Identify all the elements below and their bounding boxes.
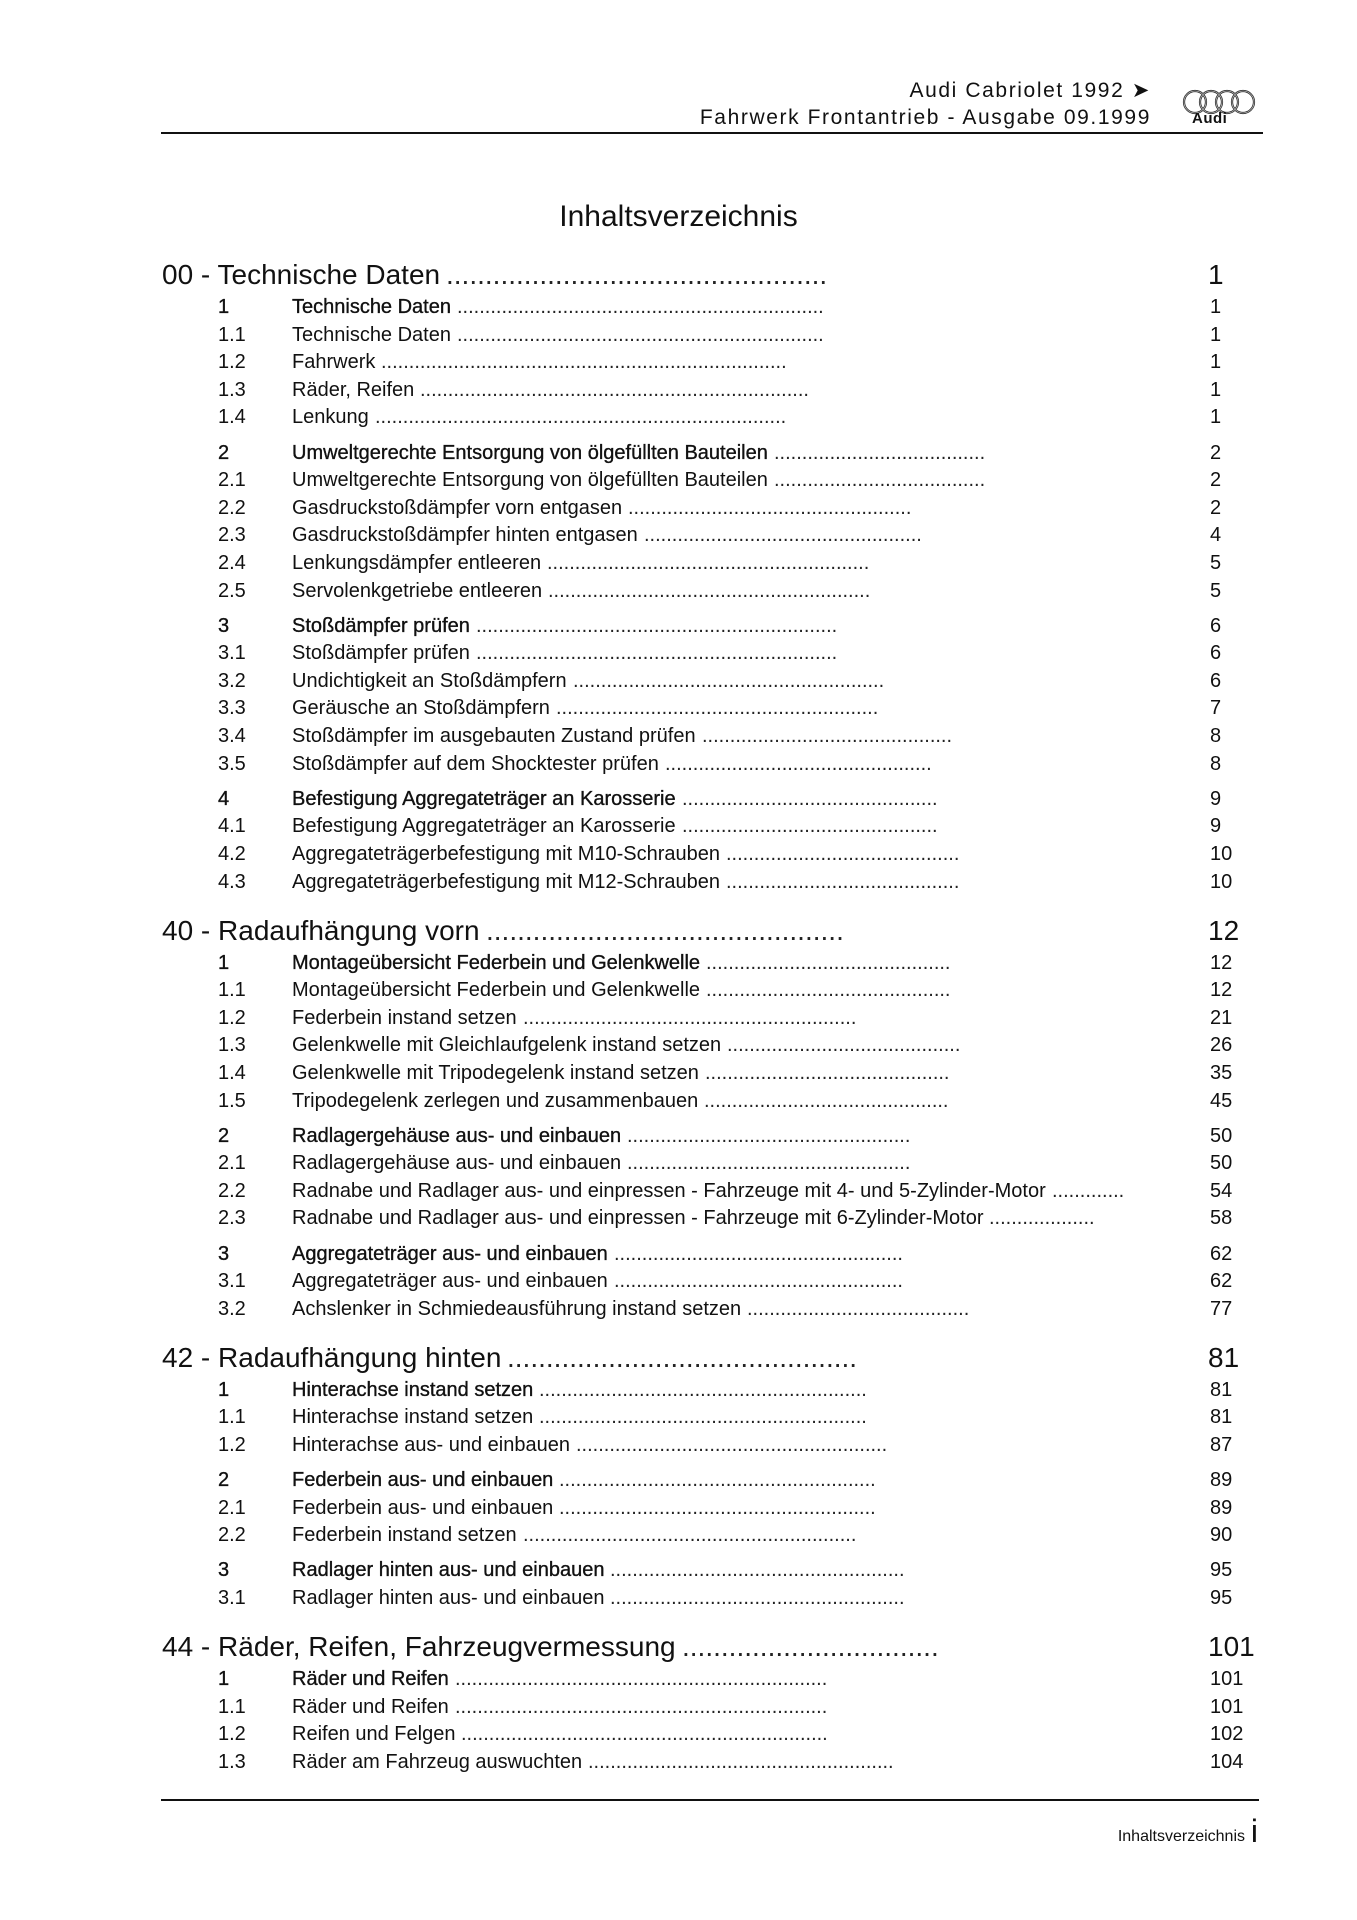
toc-number: 3.2 bbox=[218, 1297, 246, 1320]
toc-subsection[interactable] bbox=[0, 869, 1357, 895]
toc-title[interactable]: 42 - Radaufhängung hinten bbox=[162, 1341, 502, 1373]
toc-number: 3.4 bbox=[218, 725, 246, 747]
dot-leader: .......................................................... bbox=[547, 551, 870, 574]
toc-section[interactable] bbox=[0, 1467, 1357, 1493]
dot-leader: ............................................................ bbox=[523, 1006, 857, 1029]
toc-section[interactable] bbox=[0, 1377, 1357, 1403]
toc-page-number[interactable]: 6 bbox=[1210, 669, 1222, 692]
toc-number: 3 bbox=[218, 614, 230, 637]
dot-leader: ............................................ bbox=[704, 1089, 949, 1112]
page-title: Inhaltsverzeichnis bbox=[559, 200, 798, 234]
toc-title[interactable]: Federbein aus- und einbauen bbox=[292, 1496, 554, 1519]
toc-title[interactable]: Technische Daten bbox=[292, 296, 451, 318]
toc-title[interactable]: Radnabe und Radlager aus- und einpressen - Fahrzeuge mit 4- und 5-Zylinder-Motor bbox=[292, 1179, 1046, 1202]
toc-page-number[interactable]: 54 bbox=[1210, 1179, 1233, 1202]
toc-number: 1.2 bbox=[218, 1006, 246, 1029]
toc-number: 2.5 bbox=[218, 579, 246, 602]
toc-subsection[interactable] bbox=[0, 1178, 1357, 1204]
toc-title[interactable]: Radlager hinten aus- und einbauen bbox=[292, 1586, 605, 1609]
toc-subsection[interactable] bbox=[0, 322, 1357, 348]
dot-leader: .......................................................... bbox=[548, 579, 871, 602]
footer-label: Inhaltsverzeichnis bbox=[1117, 1828, 1245, 1845]
toc-subsection[interactable] bbox=[0, 977, 1357, 1003]
toc-number: 1.3 bbox=[218, 1750, 246, 1773]
toc-page-number[interactable]: 102 bbox=[1210, 1723, 1244, 1746]
toc-title[interactable]: Gasdruckstoßdämpfer vorn entgasen bbox=[292, 496, 623, 519]
toc-page-number[interactable]: 1 bbox=[1210, 323, 1222, 346]
toc-page-number[interactable]: 89 bbox=[1210, 1469, 1233, 1491]
dot-leader: ............................................ bbox=[705, 1061, 950, 1084]
toc-subsection[interactable] bbox=[0, 1694, 1357, 1720]
toc-title[interactable]: Federbein instand setzen bbox=[292, 1006, 517, 1029]
toc-page-number[interactable]: 9 bbox=[1210, 787, 1222, 810]
toc-title[interactable]: Hinterachse instand setzen bbox=[292, 1378, 534, 1401]
toc-page-number[interactable]: 9 bbox=[1210, 815, 1222, 838]
toc-page-number[interactable]: 62 bbox=[1210, 1270, 1233, 1293]
toc-page-number[interactable]: 26 bbox=[1210, 1034, 1233, 1057]
toc-number: 3.3 bbox=[218, 697, 246, 720]
toc-page-number[interactable]: 12 bbox=[1210, 951, 1233, 974]
dot-leader: .................................................................. bbox=[461, 1723, 828, 1746]
toc-subsection[interactable] bbox=[0, 1205, 1357, 1231]
toc-subsection[interactable] bbox=[0, 695, 1357, 721]
toc-subsection[interactable] bbox=[0, 841, 1357, 867]
toc-page-number[interactable]: 81 bbox=[1210, 1378, 1233, 1401]
toc-page-number[interactable]: 62 bbox=[1210, 1242, 1233, 1265]
toc-page-number[interactable]: 7 bbox=[1210, 697, 1222, 720]
dot-leader: ...................................................................... bbox=[420, 378, 809, 401]
toc-page-number[interactable]: 101 bbox=[1210, 1667, 1244, 1690]
toc-chapter[interactable] bbox=[0, 914, 1357, 948]
toc-page-number[interactable]: 10 bbox=[1210, 842, 1233, 865]
toc-page-number[interactable]: 12 bbox=[1210, 979, 1233, 1002]
toc-subsection[interactable] bbox=[0, 349, 1357, 375]
toc-page-number[interactable]: 2 bbox=[1210, 441, 1222, 464]
toc-title[interactable]: Räder am Fahrzeug auswuchten bbox=[292, 1750, 583, 1773]
toc-number: 3.1 bbox=[218, 1270, 246, 1293]
toc-section[interactable] bbox=[0, 1557, 1357, 1583]
header-vehicle: Audi Cabriolet 1992 ➤ bbox=[909, 79, 1151, 102]
toc-number: 2.3 bbox=[218, 1207, 246, 1230]
toc-page-number[interactable]: 35 bbox=[1210, 1061, 1233, 1084]
toc-page-number[interactable]: 101 bbox=[1210, 1695, 1244, 1718]
toc-subsection[interactable] bbox=[0, 578, 1357, 604]
toc-page-number[interactable]: 101 bbox=[1208, 1630, 1255, 1662]
toc-title[interactable]: Räder und Reifen bbox=[292, 1667, 449, 1690]
toc-page-number[interactable]: 95 bbox=[1210, 1559, 1233, 1582]
toc-page-number[interactable]: 95 bbox=[1210, 1586, 1233, 1609]
toc-page-number[interactable]: 8 bbox=[1210, 752, 1222, 775]
dot-leader: ....................................................... bbox=[588, 1750, 894, 1773]
toc-subsection[interactable] bbox=[0, 1404, 1357, 1430]
dot-leader: ............................................. bbox=[702, 725, 953, 747]
toc-subsection[interactable] bbox=[0, 640, 1357, 666]
audi-logo-text: Audi bbox=[1192, 110, 1228, 127]
toc-page-number[interactable]: 8 bbox=[1210, 725, 1222, 747]
header-subtitle: Fahrwerk Frontantrieb - Ausgabe 09.1999 bbox=[699, 106, 1151, 129]
toc-number: 1.4 bbox=[218, 1061, 246, 1084]
toc-page-number[interactable]: 1 bbox=[1210, 351, 1222, 374]
toc-subsection[interactable] bbox=[0, 404, 1357, 430]
toc-page-number[interactable]: 12 bbox=[1208, 914, 1240, 946]
toc-number: 1 bbox=[218, 1378, 230, 1401]
toc-number: 2.2 bbox=[218, 496, 246, 519]
toc-number: 1.1 bbox=[218, 979, 246, 1002]
toc-number: 3.1 bbox=[218, 1586, 246, 1609]
toc-number: 4.3 bbox=[218, 870, 246, 893]
toc-title[interactable]: Servolenkgetriebe entleeren bbox=[292, 579, 543, 602]
footer-rule bbox=[161, 1799, 1259, 1801]
toc-number: 4.1 bbox=[218, 815, 246, 838]
toc-title[interactable]: Federbein aus- und einbauen bbox=[292, 1469, 554, 1491]
toc-subsection[interactable] bbox=[0, 1060, 1357, 1086]
toc-section[interactable] bbox=[0, 1123, 1357, 1149]
toc-number: 1 bbox=[218, 296, 230, 318]
toc-subsection[interactable] bbox=[0, 813, 1357, 839]
toc-page-number[interactable]: 90 bbox=[1210, 1524, 1233, 1547]
toc-title[interactable]: Fahrwerk bbox=[292, 351, 376, 374]
toc-number: 1.2 bbox=[218, 1723, 246, 1746]
toc-number: 2.1 bbox=[218, 1152, 246, 1175]
toc-section[interactable] bbox=[0, 613, 1357, 639]
header-rule bbox=[161, 132, 1263, 134]
toc-number: 1.4 bbox=[218, 406, 246, 429]
toc-page-number[interactable]: 81 bbox=[1210, 1406, 1233, 1429]
dot-leader: .................................................... bbox=[614, 1242, 903, 1265]
toc-page-number[interactable]: 89 bbox=[1210, 1496, 1233, 1519]
toc-title[interactable]: Geräusche an Stoßdämpfern bbox=[292, 697, 550, 720]
toc-title[interactable]: 44 - Räder, Reifen, Fahrzeugvermessung bbox=[162, 1630, 676, 1662]
toc-page-number[interactable]: 5 bbox=[1210, 551, 1222, 574]
toc-page-number[interactable]: 81 bbox=[1208, 1341, 1240, 1373]
toc-subsection[interactable] bbox=[0, 668, 1357, 694]
dot-leader: ...................................... bbox=[774, 441, 986, 464]
footer-page-number: i bbox=[1250, 1813, 1258, 1849]
dot-leader: ..................................................... bbox=[610, 1559, 905, 1582]
dot-leader: .............................................. bbox=[486, 914, 844, 946]
toc-number: 2.1 bbox=[218, 1496, 246, 1519]
toc-number: 1.2 bbox=[218, 1433, 246, 1456]
dot-leader: ......................................................... bbox=[559, 1496, 876, 1519]
toc-page-number[interactable]: 21 bbox=[1210, 1006, 1233, 1029]
dot-leader: ................................................ bbox=[665, 752, 932, 775]
toc-title[interactable]: Aggregateträger aus- und einbauen bbox=[292, 1242, 608, 1265]
toc-subsection[interactable] bbox=[0, 751, 1357, 777]
toc-title[interactable]: Befestigung Aggregateträger an Karosserie bbox=[292, 787, 676, 810]
toc-title[interactable]: Hinterachse instand setzen bbox=[292, 1406, 534, 1429]
toc-title[interactable]: Gelenkwelle mit Tripodegelenk instand setzen bbox=[292, 1061, 699, 1084]
dot-leader: ................................................................... bbox=[455, 1667, 828, 1690]
toc-title[interactable]: Gelenkwelle mit Gleichlaufgelenk instand setzen bbox=[292, 1034, 722, 1057]
toc-number: 1.1 bbox=[218, 323, 246, 346]
dot-leader: ................................................................. bbox=[476, 642, 838, 665]
toc-page-number[interactable]: 4 bbox=[1210, 524, 1222, 547]
toc-subsection[interactable] bbox=[0, 467, 1357, 493]
toc-title[interactable]: Aggregateträgerbefestigung mit M10-Schrauben bbox=[292, 842, 721, 865]
toc-title[interactable]: Reifen und Felgen bbox=[292, 1723, 456, 1746]
toc-title[interactable]: Aggregateträger aus- und einbauen bbox=[292, 1270, 608, 1293]
dot-leader: .................................................. bbox=[644, 524, 922, 547]
toc-title[interactable]: 00 - Technische Daten bbox=[162, 259, 441, 290]
toc-section[interactable] bbox=[0, 294, 1357, 320]
toc-section[interactable] bbox=[0, 440, 1357, 466]
toc-subsection[interactable] bbox=[0, 1032, 1357, 1058]
toc-title[interactable]: Federbein instand setzen bbox=[292, 1524, 517, 1547]
toc-page-number[interactable]: 10 bbox=[1210, 870, 1233, 893]
toc-title[interactable]: Lenkungsdämpfer entleeren bbox=[292, 551, 542, 574]
toc-number: 3 bbox=[218, 1242, 230, 1265]
toc-subsection[interactable] bbox=[0, 495, 1357, 521]
toc-number: 1 bbox=[218, 951, 230, 974]
toc-page-number[interactable]: 1 bbox=[1210, 406, 1222, 429]
toc-number: 1.5 bbox=[218, 1089, 246, 1112]
toc-title[interactable]: Räder und Reifen bbox=[292, 1695, 449, 1718]
dot-leader: ............................................................ bbox=[523, 1524, 857, 1547]
toc-number: 3 bbox=[218, 1559, 230, 1582]
dot-leader: .......................................... bbox=[726, 842, 960, 865]
toc-title[interactable]: Stoßdämpfer auf dem Shocktester prüfen bbox=[292, 752, 659, 775]
toc-section[interactable] bbox=[0, 950, 1357, 976]
toc-page-number[interactable]: 5 bbox=[1210, 579, 1222, 602]
toc-title[interactable]: Radlager hinten aus- und einbauen bbox=[292, 1559, 605, 1582]
toc-number: 2.3 bbox=[218, 524, 246, 547]
toc-number: 2.2 bbox=[218, 1179, 246, 1202]
toc-number: 2.4 bbox=[218, 551, 246, 574]
toc-page-number[interactable]: 2 bbox=[1210, 469, 1222, 492]
toc-page-number[interactable]: 1 bbox=[1210, 378, 1222, 401]
toc-title[interactable]: Lenkung bbox=[292, 406, 369, 429]
toc-subsection[interactable] bbox=[0, 377, 1357, 403]
dot-leader: ................... bbox=[989, 1207, 1095, 1230]
toc-number: 1.3 bbox=[218, 378, 246, 401]
toc-number: 2 bbox=[218, 1469, 230, 1491]
toc-number: 4.2 bbox=[218, 842, 246, 865]
toc-subsection[interactable] bbox=[0, 1268, 1357, 1294]
dot-leader: ............................................ bbox=[706, 979, 951, 1002]
toc-subsection[interactable] bbox=[0, 522, 1357, 548]
dot-leader: ........................................................ bbox=[576, 1433, 888, 1456]
toc-number: 1.3 bbox=[218, 1034, 246, 1057]
toc-page-number[interactable]: 1 bbox=[1210, 296, 1222, 318]
toc-number: 1.2 bbox=[218, 351, 246, 374]
toc-page-number[interactable]: 58 bbox=[1210, 1207, 1233, 1230]
dot-leader: ................................................... bbox=[628, 496, 912, 519]
toc-number: 3.5 bbox=[218, 752, 246, 775]
toc-title[interactable]: Montageübersicht Federbein und Gelenkwelle bbox=[292, 979, 701, 1002]
toc-chapter[interactable] bbox=[0, 1630, 1357, 1664]
toc-page-number[interactable]: 45 bbox=[1210, 1089, 1233, 1112]
toc-section[interactable] bbox=[0, 1241, 1357, 1267]
toc-chapter[interactable] bbox=[0, 258, 1357, 292]
toc-page-number[interactable]: 77 bbox=[1210, 1297, 1233, 1320]
toc-title[interactable]: Aggregateträgerbefestigung mit M12-Schrauben bbox=[292, 870, 721, 893]
toc-title[interactable]: Radlagergehäuse aus- und einbauen bbox=[292, 1152, 622, 1175]
dot-leader: ........................................................... bbox=[539, 1378, 867, 1401]
dot-leader: ................................................. bbox=[446, 259, 828, 290]
dot-leader: ................................. bbox=[682, 1630, 939, 1662]
toc-title[interactable]: 40 - Radaufhängung vorn bbox=[162, 914, 480, 946]
toc-title[interactable]: Hinterachse aus- und einbauen bbox=[292, 1433, 570, 1456]
dot-leader: ......................................................................... bbox=[381, 351, 787, 374]
toc-number: 2.1 bbox=[218, 469, 246, 492]
toc-page-number[interactable]: 2 bbox=[1210, 496, 1222, 519]
toc-title[interactable]: Stoßdämpfer prüfen bbox=[292, 614, 470, 637]
toc-subsection[interactable] bbox=[0, 723, 1357, 749]
dot-leader: .................................................................. bbox=[457, 323, 824, 346]
toc-page-number[interactable]: 87 bbox=[1210, 1433, 1233, 1456]
toc-subsection[interactable] bbox=[0, 1150, 1357, 1176]
toc-subsection[interactable] bbox=[0, 1432, 1357, 1458]
dot-leader: .................................................................. bbox=[457, 296, 824, 318]
dot-leader: ................................................... bbox=[627, 1124, 911, 1147]
toc-title[interactable]: Stoßdämpfer prüfen bbox=[292, 642, 470, 665]
toc-title[interactable]: Gasdruckstoßdämpfer hinten entgasen bbox=[292, 524, 638, 547]
toc-title[interactable]: Tripodegelenk zerlegen und zusammenbauen bbox=[292, 1089, 699, 1112]
toc-page-number[interactable]: 6 bbox=[1210, 642, 1222, 665]
toc-page-number[interactable]: 50 bbox=[1210, 1152, 1233, 1175]
toc-page-number[interactable]: 50 bbox=[1210, 1124, 1233, 1147]
toc-title[interactable]: Achslenker in Schmiedeausführung instand setzen bbox=[292, 1297, 742, 1320]
toc-number: 1 bbox=[218, 1667, 230, 1690]
toc-title[interactable]: Räder, Reifen bbox=[292, 378, 415, 401]
toc-number: 2.2 bbox=[218, 1524, 246, 1547]
dot-leader: ................................................................... bbox=[455, 1695, 828, 1718]
toc-subsection[interactable] bbox=[0, 1749, 1357, 1775]
toc-title[interactable]: Radlagergehäuse aus- und einbauen bbox=[292, 1124, 622, 1147]
toc-subsection[interactable] bbox=[0, 1495, 1357, 1521]
toc-page-number[interactable]: 104 bbox=[1210, 1750, 1244, 1773]
dot-leader: ........................................ bbox=[747, 1297, 970, 1320]
toc-title[interactable]: Undichtigkeit an Stoßdämpfern bbox=[292, 669, 567, 692]
toc-title[interactable]: Umweltgerechte Entsorgung von ölgefüllten Bauteilen bbox=[292, 469, 768, 492]
toc-page-number[interactable]: 1 bbox=[1208, 259, 1224, 290]
dot-leader: ..................................................... bbox=[610, 1586, 905, 1609]
toc-number: 4 bbox=[218, 787, 230, 810]
dot-leader: .............................................. bbox=[682, 815, 938, 838]
toc-number: 3.2 bbox=[218, 669, 246, 692]
dot-leader: .......................................................... bbox=[556, 697, 879, 720]
toc-title[interactable]: Stoßdämpfer im ausgebauten Zustand prüfen bbox=[292, 725, 696, 747]
toc-number: 3.1 bbox=[218, 642, 246, 665]
toc-title[interactable]: Technische Daten bbox=[292, 323, 451, 346]
toc-subsection[interactable] bbox=[0, 1585, 1357, 1611]
toc-title[interactable]: Montageübersicht Federbein und Gelenkwelle bbox=[292, 951, 701, 974]
toc-subsection[interactable] bbox=[0, 550, 1357, 576]
toc-page-number[interactable]: 6 bbox=[1210, 614, 1222, 637]
toc-title[interactable]: Umweltgerechte Entsorgung von ölgefüllten Bauteilen bbox=[292, 441, 768, 464]
toc-number: 1.1 bbox=[218, 1406, 246, 1429]
toc-number: 2 bbox=[218, 441, 230, 464]
toc-section[interactable] bbox=[0, 786, 1357, 812]
dot-leader: ........................................................... bbox=[539, 1406, 867, 1429]
dot-leader: .......................................... bbox=[727, 1034, 961, 1057]
toc-title[interactable]: Befestigung Aggregateträger an Karosserie bbox=[292, 815, 676, 838]
dot-leader: ...................................... bbox=[774, 469, 986, 492]
toc-chapter[interactable] bbox=[0, 1341, 1357, 1375]
toc-subsection[interactable] bbox=[0, 1005, 1357, 1031]
dot-leader: ........................................................ bbox=[573, 669, 885, 692]
dot-leader: .................................................... bbox=[614, 1270, 903, 1293]
toc-section[interactable] bbox=[0, 1666, 1357, 1692]
dot-leader: .......................................... bbox=[726, 870, 960, 893]
toc-subsection[interactable] bbox=[0, 1522, 1357, 1548]
toc-subsection[interactable] bbox=[0, 1088, 1357, 1114]
dot-leader: ................................................... bbox=[627, 1152, 911, 1175]
dot-leader: ............. bbox=[1052, 1179, 1125, 1202]
dot-leader: .......................................................................... bbox=[375, 406, 787, 429]
dot-leader: ............................................ bbox=[706, 951, 951, 974]
dot-leader: .............................................. bbox=[682, 787, 938, 810]
toc-number: 1.1 bbox=[218, 1695, 246, 1718]
toc-title[interactable]: Radnabe und Radlager aus- und einpressen - Fahrzeuge mit 6-Zylinder-Motor bbox=[292, 1207, 984, 1230]
toc-subsection[interactable] bbox=[0, 1721, 1357, 1747]
toc-number: 2 bbox=[218, 1124, 230, 1147]
toc-subsection[interactable] bbox=[0, 1296, 1357, 1322]
dot-leader: ......................................................... bbox=[559, 1469, 876, 1491]
dot-leader: ................................................................. bbox=[476, 614, 838, 637]
dot-leader: ............................................. bbox=[507, 1341, 858, 1373]
